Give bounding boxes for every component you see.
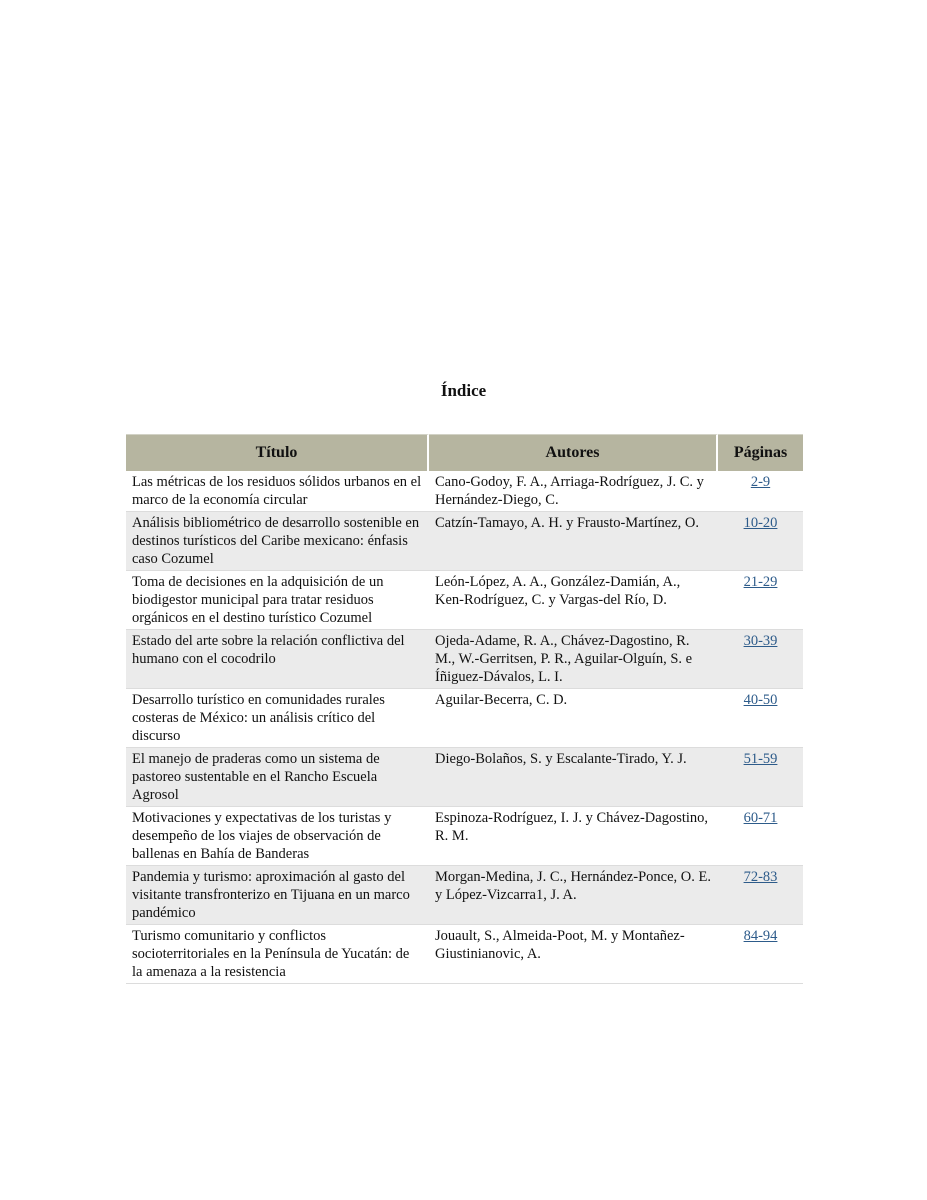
table-row <box>126 689 803 748</box>
page-range-link[interactable]: 72-83 <box>743 869 778 885</box>
table-row <box>126 471 803 512</box>
row-pages <box>718 925 803 984</box>
table-row <box>126 748 803 807</box>
row-authors: Ojeda-Adame, R. A., Chávez-Dagostino, R. M., W.-Gerritsen, P. R., Aguilar-Olguín, S. e Íñiguez-Dávalos, L. I. <box>429 630 718 689</box>
row-title: Pandemia y turismo: aproximación al gasto del visitante transfronterizo en Tijuana en un marco pandémico <box>126 866 429 925</box>
row-title: El manejo de praderas como un sistema de pastoreo sustentable en el Rancho Escuela Agrosol <box>126 748 429 807</box>
row-pages <box>718 689 803 748</box>
row-title: Desarrollo turístico en comunidades rurales costeras de México: un análisis crítico del discurso <box>126 689 429 748</box>
page-range-link[interactable]: 10-20 <box>743 515 778 531</box>
page-range-link[interactable]: 84-94 <box>743 928 778 944</box>
page-range-link[interactable]: 30-39 <box>743 633 778 649</box>
row-pages <box>718 512 803 571</box>
header-title: Título <box>126 434 429 471</box>
row-title: Turismo comunitario y conflictos socioterritoriales en la Península de Yucatán: de la amenaza a la resistencia <box>126 925 429 984</box>
row-authors: Espinoza-Rodríguez, I. J. y Chávez-Dagostino, R. M. <box>429 807 718 866</box>
page-title: Índice <box>440 381 487 400</box>
page-range-link[interactable]: 40-50 <box>743 692 778 708</box>
row-title: Estado del arte sobre la relación conflictiva del humano con el cocodrilo <box>126 630 429 689</box>
row-authors: Aguilar-Becerra, C. D. <box>429 689 718 748</box>
row-pages <box>718 807 803 866</box>
table-row <box>126 512 803 571</box>
row-title: Toma de decisiones en la adquisición de un biodigestor municipal para tratar residuos orgánicos en el destino turístico Cozumel <box>126 571 429 630</box>
row-pages <box>718 866 803 925</box>
row-authors: Catzín-Tamayo, A. H. y Frausto-Martínez, O. <box>429 512 718 571</box>
row-pages <box>718 630 803 689</box>
header-authors: Autores <box>429 434 718 471</box>
row-pages <box>718 471 803 512</box>
row-authors: León-López, A. A., González-Damián, A., Ken-Rodríguez, C. y Vargas-del Río, D. <box>429 571 718 630</box>
row-authors: Jouault, S., Almeida-Poot, M. y Montañez-Giustinianovic, A. <box>429 925 718 984</box>
table-row <box>126 630 803 689</box>
page-range-link[interactable]: 51-59 <box>743 751 778 767</box>
table-header-row <box>126 434 803 471</box>
page-range-link[interactable]: 21-29 <box>743 574 778 590</box>
row-pages <box>718 571 803 630</box>
table-row <box>126 925 803 984</box>
row-title: Análisis bibliométrico de desarrollo sostenible en destinos turísticos del Caribe mexicano: énfasis caso Cozumel <box>126 512 429 571</box>
page-range-link[interactable]: 60-71 <box>743 810 778 826</box>
index-table <box>126 434 803 984</box>
row-authors: Diego-Bolaños, S. y Escalante-Tirado, Y. J. <box>429 748 718 807</box>
row-authors: Cano-Godoy, F. A., Arriaga-Rodríguez, J. C. y Hernández-Diego, C. <box>429 471 718 512</box>
page-range-link[interactable]: 2-9 <box>750 474 771 490</box>
header-pages: Páginas <box>718 434 803 471</box>
row-authors: Morgan-Medina, J. C., Hernández-Ponce, O. E. y López-Vizcarra1, J. A. <box>429 866 718 925</box>
table-row <box>126 807 803 866</box>
table-row <box>126 571 803 630</box>
row-pages <box>718 748 803 807</box>
row-title: Motivaciones y expectativas de los turistas y desempeño de los viajes de observación de ballenas en Bahía de Banderas <box>126 807 429 866</box>
row-title: Las métricas de los residuos sólidos urbanos en el marco de la economía circular <box>126 471 429 512</box>
table-row <box>126 866 803 925</box>
